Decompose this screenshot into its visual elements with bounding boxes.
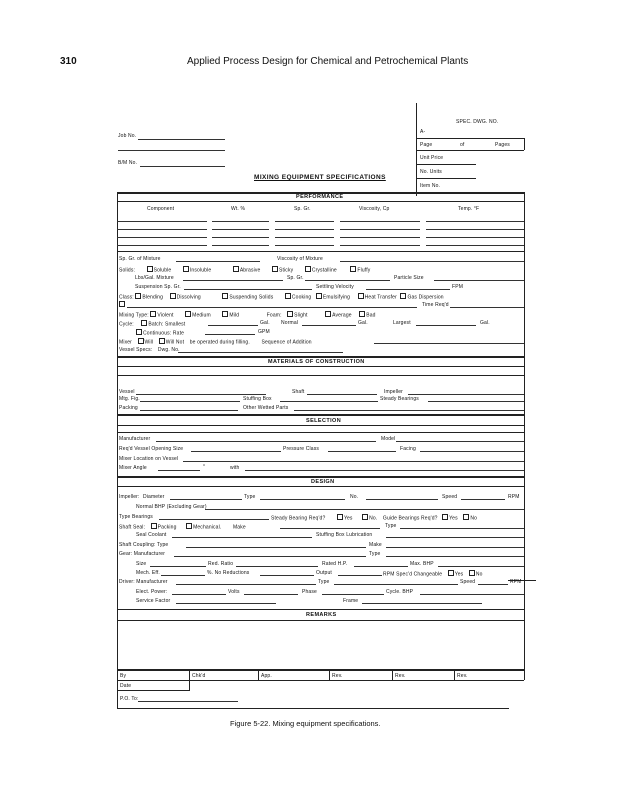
violent-checkbox[interactable] xyxy=(150,311,156,317)
settling-label: Settling Velocity xyxy=(316,284,354,290)
blank-checkbox-row xyxy=(119,301,126,309)
unit-price-label: Unit Price xyxy=(420,155,444,161)
phase-blank xyxy=(322,594,384,595)
largest-label: Largest xyxy=(393,320,411,326)
normal-bhp-blank xyxy=(205,509,524,510)
coupling-make-label: Make xyxy=(369,542,382,548)
continuous-rate-blank xyxy=(205,334,255,335)
book-title: Applied Process Design for Chemical and Petrochemical Plants xyxy=(187,56,469,67)
mixer-location-blank xyxy=(183,461,524,462)
dissolving-label: Dissolving xyxy=(176,294,201,301)
fluffy-checkbox[interactable] xyxy=(350,266,356,272)
section-divider xyxy=(117,251,524,252)
batch-checkbox[interactable] xyxy=(141,320,147,326)
seal-make-blank xyxy=(280,528,380,529)
class-row xyxy=(119,293,444,301)
form-title: MIXING EQUIPMENT SPECIFICATIONS xyxy=(254,174,386,181)
cooking-label: Cooking xyxy=(291,294,312,301)
mild-checkbox[interactable] xyxy=(222,311,228,317)
impeller-speed-label: Speed xyxy=(442,494,458,500)
spec-a-label: A- xyxy=(420,129,426,135)
insoluble-label: Insoluble xyxy=(189,267,212,274)
suspension-blank xyxy=(184,289,312,290)
steady-bearings-label: Steady Bearings xyxy=(380,396,419,402)
no-reductions-blank xyxy=(260,575,314,576)
diameter-blank xyxy=(170,499,242,500)
reqd-vessel-opening-label: Req'd Vessel Opening Size xyxy=(119,446,184,452)
job-no-label: Job No. xyxy=(118,133,137,139)
footer-table-border xyxy=(117,680,524,681)
stuffing-lub-blank xyxy=(386,537,524,538)
particle-size-blank xyxy=(434,280,524,281)
mechanical-label: Mechanical. xyxy=(193,524,222,531)
component-row-blank xyxy=(117,237,207,238)
sp-gr-mixture-label: Sp. Gr. of Mixture xyxy=(119,256,161,262)
component-row-blank xyxy=(426,237,524,238)
normal-label: Normal xyxy=(281,320,299,326)
elect-power-label: Elect. Power: xyxy=(136,589,168,595)
average-label: Average xyxy=(332,312,352,319)
mtg-fig-blank xyxy=(140,401,240,402)
volts-blank xyxy=(244,594,298,595)
footer-table-border xyxy=(117,669,524,671)
impeller-blank xyxy=(408,394,524,395)
section-divider xyxy=(117,476,524,478)
cycle-label: Cycle: xyxy=(119,321,134,328)
max-bhp-label: Max. BHP xyxy=(410,561,434,567)
shaft-blank xyxy=(307,394,377,395)
pressure-class-label: Pressure Class xyxy=(283,446,319,452)
heat-transfer-checkbox[interactable] xyxy=(358,293,364,299)
footer-table-divider xyxy=(329,669,330,681)
vessel-label: Vessel xyxy=(119,389,135,395)
seal-type-label: Type xyxy=(385,523,397,529)
pressure-class-blank xyxy=(328,451,396,452)
rated-hp-blank xyxy=(354,566,408,567)
component-row-blank xyxy=(212,245,269,246)
mechanical-checkbox[interactable] xyxy=(186,523,192,529)
gpm-label: GPM xyxy=(258,329,270,335)
lbs-gal-blank xyxy=(183,280,283,281)
mild-label: Mild xyxy=(229,312,240,319)
gear-type-blank xyxy=(386,556,524,557)
vessel-specs-label: Vessel Specs: xyxy=(119,347,153,353)
abrasive-checkbox[interactable] xyxy=(233,266,239,272)
spec-dwg-label: SPEC. DWG. NO. xyxy=(456,119,499,125)
suspending-label: Suspending Solids xyxy=(229,294,274,301)
driver-rpm-label: RPM xyxy=(510,579,522,585)
cooking-checkbox[interactable] xyxy=(285,293,291,299)
component-row-blank xyxy=(426,229,524,230)
output-blank xyxy=(338,575,382,576)
steady-reqd-label: Steady Bearing Req'd? xyxy=(271,515,326,522)
operated-label: be operated during filling. xyxy=(189,339,250,346)
driver-label: Driver: Manufacturer xyxy=(119,579,168,585)
batch-gal-label: Gal. xyxy=(260,320,270,326)
bearing-row xyxy=(271,514,477,522)
by-label: By xyxy=(120,673,127,679)
remarks-area[interactable] xyxy=(117,620,524,669)
gas-dispersion-label: Gas Dispersion xyxy=(407,294,444,301)
col-wt: Wt. % xyxy=(231,206,246,212)
largest-blank xyxy=(416,325,476,326)
continuous-label: Continuous: Rate xyxy=(143,330,185,337)
packing-checkbox[interactable] xyxy=(151,523,157,529)
impeller-type-label: Type xyxy=(244,494,256,500)
page-number: 310 xyxy=(60,56,77,67)
footer-table-divider xyxy=(392,669,393,681)
normal-gal-label: Gal. xyxy=(358,320,368,326)
output-label: Output xyxy=(316,570,332,576)
component-row-blank xyxy=(426,221,524,222)
col-spgr: Sp. Gr. xyxy=(294,206,311,212)
guide-yes-label: Yes xyxy=(449,515,458,522)
medium-checkbox[interactable] xyxy=(185,311,191,317)
section-materials: MATERIALS OF CONSTRUCTION xyxy=(268,359,365,365)
insoluble-checkbox[interactable] xyxy=(183,266,189,272)
heat-transfer-label: Heat Transfer xyxy=(364,294,397,301)
section-performance: PERFORMANCE xyxy=(296,194,344,200)
item-no-label: Item No. xyxy=(420,183,441,189)
medium-label: Medium xyxy=(192,312,211,319)
sequence-label: Sequence of Addition xyxy=(261,339,312,346)
rev-label-1: Rev. xyxy=(332,673,343,679)
mech-eff-blank xyxy=(161,575,205,576)
time-reqd-blank xyxy=(450,307,524,308)
visc-mixture-blank xyxy=(340,261,524,262)
app-label: App. xyxy=(261,673,272,679)
seal-packing-label: Packing xyxy=(157,524,177,531)
model-blank xyxy=(396,441,524,442)
seal-coolant-blank xyxy=(172,537,312,538)
violent-label: Violent xyxy=(157,312,174,319)
time-reqd-label: Time Req'd xyxy=(422,302,449,308)
volts-label: Volts xyxy=(228,589,240,595)
diameter-label: Diameter xyxy=(143,494,165,500)
guide-no-checkbox[interactable] xyxy=(463,514,469,520)
po-to-label: P.O. To: xyxy=(120,696,139,702)
settling-blank xyxy=(366,289,450,290)
degree-symbol: ° xyxy=(203,464,206,470)
mtg-fig-label: Mtg. Fig. xyxy=(119,396,140,402)
footer-table-border xyxy=(117,690,189,691)
impeller-no-label: No. xyxy=(350,494,359,500)
section-divider xyxy=(117,414,524,416)
right-box-edge xyxy=(524,138,525,150)
sticky-label: Sticky xyxy=(279,267,294,274)
gas-dispersion-checkbox[interactable] xyxy=(400,293,406,299)
impeller-rpm-label: RPM xyxy=(508,494,520,500)
sticky-checkbox[interactable] xyxy=(272,266,278,272)
form-jog-line xyxy=(524,580,536,581)
component-row-blank xyxy=(275,237,334,238)
changeable-yes-checkbox[interactable] xyxy=(448,570,454,576)
manufacturer-label: Manufacturer xyxy=(119,436,151,442)
mixing-type-row xyxy=(119,311,376,319)
pages-label: Pages xyxy=(495,142,510,148)
sp-gr-label: Sp. Gr. xyxy=(287,275,304,281)
class-label: Class: xyxy=(119,294,134,301)
page-label: Page xyxy=(420,142,433,148)
bm-no-label: B/M No. xyxy=(118,160,138,166)
changeable-no-checkbox[interactable] xyxy=(469,570,475,576)
no-units-label: No. Units xyxy=(420,169,442,175)
mixer-location-label: Mixer Location on Vessel xyxy=(119,456,179,462)
elect-power-blank xyxy=(172,594,226,595)
figure-caption: Figure 5-22. Mixing equipment specifications. xyxy=(230,719,381,728)
normal-bhp-label: Normal BHP (Excluding Gear) xyxy=(136,504,207,510)
steady-no-label: No. xyxy=(369,515,378,522)
continuous-row xyxy=(136,329,184,337)
component-row-blank xyxy=(275,245,334,246)
solids-label: Solids: xyxy=(119,267,136,274)
driver-speed-label: Speed xyxy=(460,579,476,585)
particle-size-label: Particle Size xyxy=(394,275,424,281)
slight-label: Slight xyxy=(294,312,308,319)
date-label: Date xyxy=(120,683,132,689)
solids-row xyxy=(119,266,370,274)
will-not-label: Will Not xyxy=(165,339,185,346)
component-row-blank xyxy=(212,237,269,238)
continuous-checkbox[interactable] xyxy=(136,329,142,335)
form-right-border-lower xyxy=(524,590,525,680)
seal-coolant-label: Seal Coolant xyxy=(136,532,167,538)
size-label: Size xyxy=(136,561,147,567)
will-label: Will xyxy=(144,339,154,346)
gear-type-label: Type xyxy=(369,551,381,557)
abrasive-label: Abrasive xyxy=(239,267,261,274)
component-row-blank xyxy=(275,221,334,222)
vessel-specs-row xyxy=(119,347,180,353)
rpm-changeable-row xyxy=(383,570,483,578)
will-checkbox[interactable] xyxy=(138,338,144,344)
model-label: Model xyxy=(381,436,396,442)
normal-blank xyxy=(302,325,356,326)
type-bearings-blank xyxy=(159,519,269,520)
component-row-blank xyxy=(340,221,420,222)
rev-label-2: Rev. xyxy=(395,673,406,679)
visc-mixture-label: Viscosity of Mixture xyxy=(277,256,323,262)
section-divider xyxy=(117,366,524,367)
sp-gr-mixture-blank xyxy=(176,261,260,262)
job-no-blank xyxy=(138,139,225,140)
component-row-blank xyxy=(340,245,420,246)
fluffy-label: Fluffy xyxy=(357,267,371,274)
col-temp: Temp. °F xyxy=(458,206,480,212)
stuffing-lub-label: Stuffing Box Lubrication xyxy=(316,532,373,538)
driver-type-label: Type xyxy=(318,579,330,585)
right-box-line xyxy=(416,164,476,165)
section-selection: SELECTION xyxy=(306,418,342,424)
soluble-label: Soluble xyxy=(153,267,172,274)
seal-make-label: Make xyxy=(232,524,246,531)
with-blank xyxy=(245,470,524,471)
section-design: DESIGN xyxy=(311,479,335,485)
fpm-label: FPM xyxy=(452,284,464,290)
component-row-blank xyxy=(340,237,420,238)
stuffing-box-blank xyxy=(280,401,378,402)
impeller-label: Impeller xyxy=(384,389,403,395)
frame-label: Frame xyxy=(343,598,359,604)
will-not-checkbox[interactable] xyxy=(159,338,165,344)
section-divider xyxy=(117,356,524,358)
frame-blank xyxy=(362,603,482,604)
shaft-label: Shaft xyxy=(292,389,305,395)
shaft-coupling-label: Shaft Coupling: Type xyxy=(119,542,169,548)
sequence-blank xyxy=(374,343,524,344)
rev-label-3: Rev. xyxy=(457,673,468,679)
section-remarks: REMARKS xyxy=(306,612,337,618)
mech-eff-label: Mech. Eff. xyxy=(136,570,160,576)
other-wetted-blank xyxy=(294,410,524,411)
po-to-blank xyxy=(138,701,238,702)
service-factor-label: Service Factor xyxy=(136,598,171,604)
shaft-coupling-blank xyxy=(186,547,366,548)
blending-checkbox[interactable] xyxy=(135,293,141,299)
with-label: with xyxy=(230,465,240,471)
changeable-no-label: No xyxy=(475,571,483,578)
section-divider xyxy=(117,609,524,610)
steady-no-checkbox[interactable] xyxy=(362,514,368,520)
changeable-yes-label: Yes xyxy=(454,571,464,578)
mixing-type-label: Mixing Type: xyxy=(119,312,149,319)
shaft-seal-row xyxy=(119,523,246,531)
right-box-line xyxy=(416,178,476,179)
cycle-row xyxy=(119,320,185,328)
right-box-line xyxy=(416,150,524,151)
stuffing-box-label: Stuffing Box xyxy=(243,396,272,402)
component-row-blank xyxy=(212,221,269,222)
mixer-angle-blank xyxy=(158,470,200,471)
of-label: of xyxy=(460,142,465,148)
dwg-no-label: Dwg. No. xyxy=(157,347,180,353)
largest-gal-label: Gal. xyxy=(480,320,490,326)
footer-table-divider xyxy=(189,669,190,691)
coupling-make-blank xyxy=(386,547,524,548)
batch-label: Batch: Smallest xyxy=(148,321,186,328)
other-class-blank xyxy=(127,307,417,308)
section-divider xyxy=(117,201,524,202)
section-divider xyxy=(117,375,524,376)
steady-yes-checkbox[interactable] xyxy=(337,514,343,520)
red-ratio-label: Red. Ratio xyxy=(208,561,234,567)
section-divider xyxy=(117,432,524,433)
component-row-blank xyxy=(426,245,524,246)
steady-bearings-blank xyxy=(428,401,524,402)
vessel-blank xyxy=(136,394,266,395)
crystalline-label: Crystalline xyxy=(311,267,337,274)
footer-table-divider xyxy=(454,669,455,681)
component-row-blank xyxy=(117,221,207,222)
impeller-no-blank xyxy=(366,499,438,500)
red-ratio-blank xyxy=(236,566,318,567)
bad-checkbox[interactable] xyxy=(359,311,365,317)
sp-gr-blank xyxy=(305,280,390,281)
mixer-row xyxy=(119,338,312,346)
mixer-label: Mixer xyxy=(119,339,132,346)
component-row-blank xyxy=(212,229,269,230)
cycle-bhp-label: Cycle. BHP xyxy=(386,589,414,595)
suspension-label: Suspension Sp. Gr. xyxy=(135,284,181,290)
component-row-blank xyxy=(117,229,207,230)
no-reductions-label: %. No Reductions xyxy=(207,570,250,576)
rated-hp-label: Rated H.P. xyxy=(322,561,348,567)
mixer-angle-label: Mixer Angle xyxy=(119,465,147,471)
impeller-design-label: Impeller: xyxy=(119,494,140,500)
lbs-gal-label: Lbs/Gal. Mixture xyxy=(135,275,174,281)
gear-label: Gear: Manufacturer xyxy=(119,551,166,557)
cycle-bhp-blank xyxy=(420,594,524,595)
foam-label: Foam: xyxy=(266,312,282,319)
component-row-blank xyxy=(340,229,420,230)
suspending-checkbox[interactable] xyxy=(222,293,228,299)
phase-label: Phase xyxy=(302,589,317,595)
max-bhp-blank xyxy=(438,566,524,567)
job-no-blank-2 xyxy=(118,150,225,151)
dwg-no-blank xyxy=(178,352,343,353)
form-bottom-border xyxy=(117,708,509,709)
emulsifying-label: Emulsifying xyxy=(322,294,351,301)
average-checkbox[interactable] xyxy=(325,311,331,317)
bm-no-blank xyxy=(140,166,225,167)
rpm-changeable-label: RPM Spec'd Changeable xyxy=(383,571,443,578)
soluble-checkbox[interactable] xyxy=(147,266,153,272)
guide-yes-checkbox[interactable] xyxy=(442,514,448,520)
facing-label: Facing xyxy=(400,446,416,452)
steady-yes-label: Yes xyxy=(343,515,353,522)
impeller-speed-blank xyxy=(461,499,505,500)
chkd-label: Chk'd xyxy=(192,673,206,679)
section-divider xyxy=(117,425,524,426)
manufacturer-blank xyxy=(156,441,376,442)
seal-type-blank xyxy=(400,528,524,529)
guide-reqd-label: Guide Bearings Req'd? xyxy=(382,515,438,522)
component-row-blank xyxy=(275,229,334,230)
crystalline-checkbox[interactable] xyxy=(305,266,311,272)
slight-checkbox[interactable] xyxy=(287,311,293,317)
driver-type-blank xyxy=(334,584,458,585)
blending-label: Blending xyxy=(142,294,164,301)
driver-speed-blank xyxy=(478,584,508,585)
packing-label: Packing xyxy=(119,405,138,411)
emulsifying-checkbox[interactable] xyxy=(316,293,322,299)
col-viscosity: Viscosity, Cp xyxy=(359,206,390,212)
col-component: Component xyxy=(147,206,175,212)
dissolving-checkbox[interactable] xyxy=(170,293,176,299)
footer-table-divider xyxy=(258,669,259,681)
driver-manufacturer-blank xyxy=(176,584,316,585)
type-bearings-label: Type Bearings xyxy=(119,514,153,520)
impeller-type-blank xyxy=(260,499,345,500)
other-class-checkbox[interactable] xyxy=(119,301,125,307)
component-row-blank xyxy=(117,245,207,246)
guide-no-label: No xyxy=(470,515,478,522)
size-blank xyxy=(150,566,206,567)
other-wetted-label: Other Wetted Parts xyxy=(243,405,289,411)
batch-smallest-blank xyxy=(208,325,258,326)
facing-blank xyxy=(420,451,524,452)
service-factor-blank xyxy=(176,603,276,604)
form-right-border xyxy=(524,192,525,590)
bad-label: Bad xyxy=(366,312,376,319)
right-box-line xyxy=(416,138,524,139)
packing-blank xyxy=(140,410,238,411)
shaft-seal-label: Shaft Seal: xyxy=(119,524,146,531)
gear-manufacturer-blank xyxy=(174,556,366,557)
reqd-vessel-opening-blank xyxy=(191,451,281,452)
section-divider xyxy=(117,486,524,487)
